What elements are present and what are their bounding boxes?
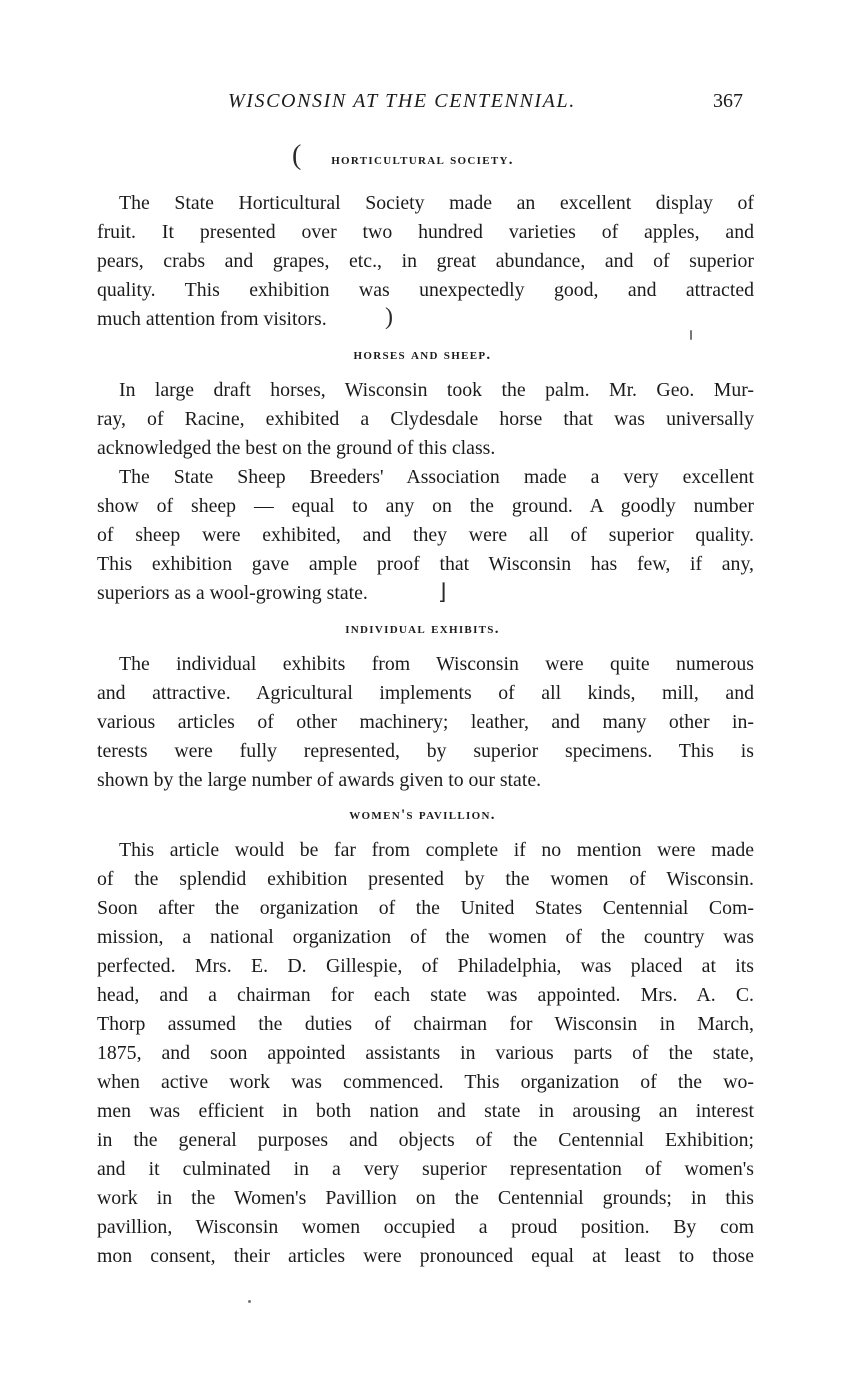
closing-bracket-mark-2: ⌋ [438, 580, 447, 605]
text-line: superiors as a wool-growing state. [97, 582, 368, 604]
text-line: The individual exhibits from Wisconsin were quite numerous [119, 653, 754, 675]
paragraph-womens-pavillion [97, 836, 754, 1271]
text-line: ray, of Racine, exhibited a Clydesdale horse that was universally [97, 408, 754, 430]
text-line: and attractive. Agricultural implements of all kinds, mill, and [97, 682, 754, 704]
text-line: various articles of other machinery; leather, and many other in- [97, 711, 754, 733]
text-line: head, and a chairman for each state was appointed. Mrs. A. C. [97, 984, 754, 1006]
text-line: This exhibition gave ample proof that Wisconsin has few, if any, [97, 553, 754, 575]
paragraph-sheep [97, 463, 754, 608]
text-line: The State Sheep Breeders' Association made a very excellent [119, 466, 754, 488]
text-line: pears, crabs and grapes, etc., in great abundance, and of superior [97, 250, 754, 272]
section-heading-horses-sheep: horses and sheep. [353, 347, 492, 363]
text-line: shown by the large number of awards given to our state. [97, 769, 542, 791]
section-heading-individual-exhibits: individual exhibits. [345, 621, 500, 637]
text-line: mission, a national organization of the women of the country was [97, 926, 754, 948]
text-line: in the general purposes and objects of the Centennial Exhibition; [97, 1129, 754, 1151]
paragraph-individual-exhibits [97, 650, 754, 795]
text-line: men was efficient in both nation and state in arousing an interest [97, 1100, 754, 1122]
closing-bracket-mark: ) [385, 304, 393, 330]
page-number: 367 [713, 90, 743, 112]
opening-bracket-mark: ( [292, 140, 302, 171]
running-head [0, 86, 845, 116]
section-heading-womens-pavillion: women's pavillion. [349, 807, 496, 823]
text-line: terests were fully represented, by superior specimens. This is [97, 740, 754, 762]
text-line: of the splendid exhibition presented by the women of Wisconsin. [97, 868, 754, 890]
text-line: when active work was commenced. This organization of the wo- [97, 1071, 754, 1093]
text-line: show of sheep — equal to any on the ground. A goodly number [97, 495, 754, 517]
text-line: 1875, and soon appointed assistants in various parts of the state, [97, 1042, 754, 1064]
text-line: This article would be far from complete if no mention were made [119, 839, 754, 861]
text-line: Thorp assumed the duties of chairman for Wisconsin in March, [97, 1013, 754, 1035]
paragraph-horses [97, 376, 754, 463]
page-speck [248, 1300, 251, 1303]
text-line: perfected. Mrs. E. D. Gillespie, of Philadelphia, was placed at its [97, 955, 754, 977]
paragraph-horticultural [97, 189, 754, 334]
text-line: work in the Women's Pavillion on the Centennial grounds; in this [97, 1187, 754, 1209]
running-title: WISCONSIN AT THE CENTENNIAL. [228, 90, 576, 112]
text-line: mon consent, their articles were pronounced equal at least to those [97, 1245, 754, 1267]
text-line: In large draft horses, Wisconsin took the palm. Mr. Geo. Mur- [119, 379, 754, 401]
text-line: quality. This exhibition was unexpectedly good, and attracted [97, 279, 754, 301]
text-line: much attention from visitors. [97, 308, 327, 330]
text-line: and it culminated in a very superior representation of women's [97, 1158, 754, 1180]
text-line: The State Horticultural Society made an excellent display of [119, 192, 754, 214]
text-line: pavillion, Wisconsin women occupied a proud position. By com [97, 1216, 754, 1238]
text-line: of sheep were exhibited, and they were all of superior quality. [97, 524, 754, 546]
text-line: fruit. It presented over two hundred varieties of apples, and [97, 221, 754, 243]
text-line: Soon after the organization of the United States Centennial Com- [97, 897, 754, 919]
text-line: acknowledged the best on the ground of this class. [97, 437, 496, 459]
section-heading-horticultural: horticultural society. [331, 152, 514, 168]
